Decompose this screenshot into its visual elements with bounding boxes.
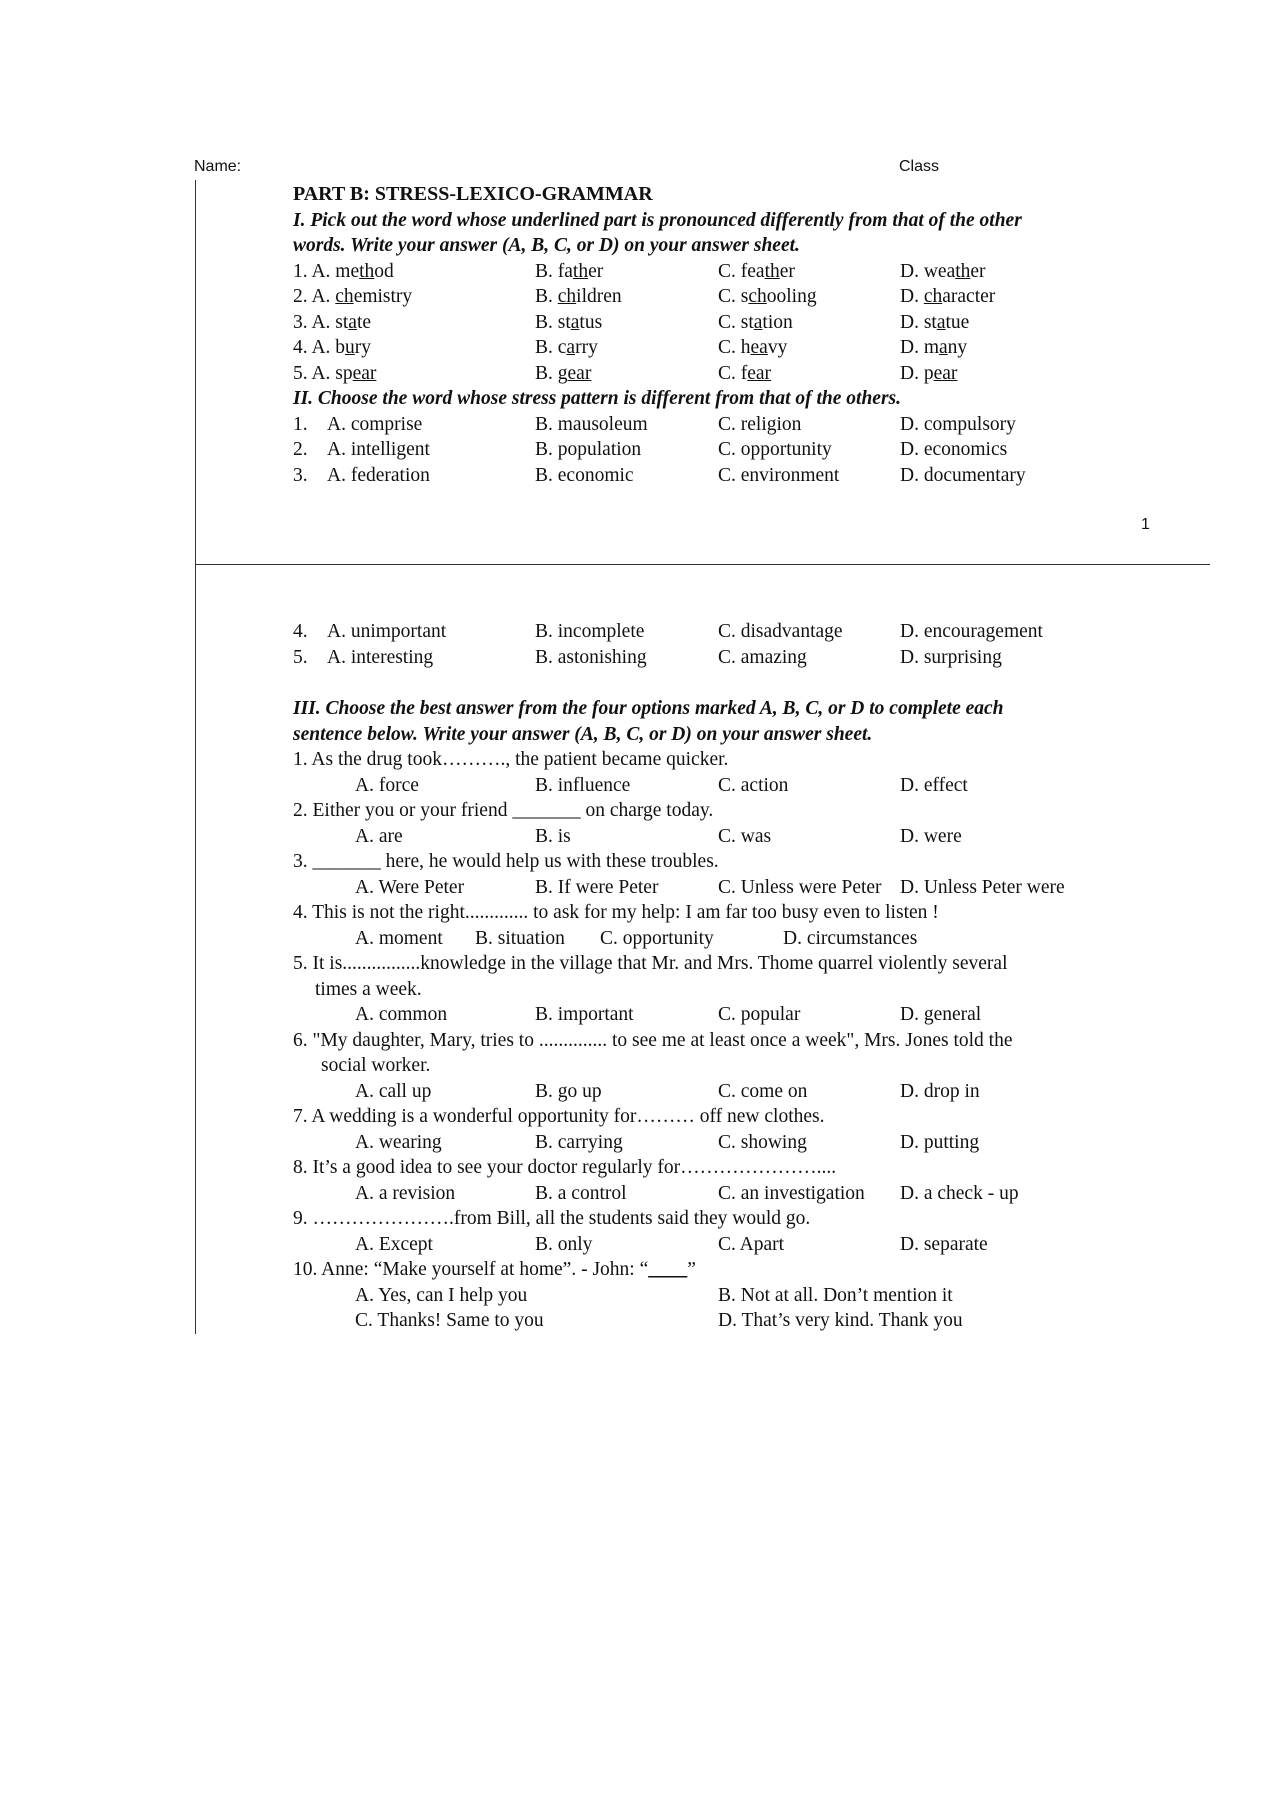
option-c: C. opportunity: [718, 439, 832, 460]
option-d: D. documentary: [900, 464, 1026, 486]
section2-instruction: II. Choose the word whose stress pattern is different from that of the others.: [293, 388, 902, 409]
question-text: 1. As the drug took………., the patient became quicker.: [293, 749, 729, 770]
answer-options: [293, 1130, 1153, 1156]
option-c: C. showing: [718, 1131, 807, 1153]
option-d: D. circumstances: [783, 927, 918, 949]
question-number: 5.: [293, 646, 308, 668]
option-c: C. amazing: [718, 646, 807, 668]
option-d: D. That’s very kind. Thank you: [718, 1310, 963, 1331]
option-b: B. mausoleum: [535, 413, 648, 435]
section2-questions-page2: [293, 619, 1153, 670]
option-b: B. children: [535, 286, 622, 307]
option-b: B. astonishing: [535, 646, 647, 668]
answer-options: [293, 1232, 1153, 1258]
option-d: D. Unless Peter were: [900, 876, 1065, 898]
page-number: 1: [1141, 516, 1150, 533]
question-number: 1.: [293, 413, 308, 435]
option-b: B. influence: [535, 774, 631, 796]
answer-options: [293, 824, 1153, 850]
option-d: D. character: [900, 286, 996, 307]
option-a: 5. A. spear: [293, 362, 377, 384]
option-a: A. common: [355, 1004, 448, 1025]
option-b: B. carrying: [535, 1131, 623, 1153]
option-b: B. If were Peter: [535, 876, 659, 898]
question-text-cont: social worker.: [321, 1055, 431, 1076]
option-a: A. a revision: [355, 1182, 456, 1204]
question-number: 3.: [293, 464, 308, 486]
pronunciation-question: [293, 259, 1153, 285]
option-a: A. Yes, can I help you: [355, 1284, 528, 1306]
option-a: A. comprise: [327, 413, 423, 435]
option-d: D. general: [900, 1004, 982, 1025]
option-b: B. gear: [535, 362, 592, 384]
option-c: C. heavy: [718, 337, 788, 358]
section1-instruction-1: I. Pick out the word whose underlined part is pronounced differently from that of the other: [293, 209, 1022, 231]
option-a: 4. A. bury: [293, 337, 372, 358]
question-text: 4. This is not the right............. to ask for my help: I am far too busy even to listen !: [293, 902, 939, 923]
option-c: C. Apart: [718, 1233, 785, 1255]
option-c: C. environment: [718, 464, 840, 486]
stress-question: [293, 619, 1153, 645]
option-c: C. disadvantage: [718, 621, 843, 642]
answer-options: [293, 1308, 1153, 1334]
option-d: D. separate: [900, 1233, 988, 1255]
option-c: C. come on: [718, 1080, 808, 1102]
option-b: B. status: [535, 311, 603, 333]
option-d: D. encouragement: [900, 621, 1043, 642]
section1-questions: [293, 259, 1153, 387]
stress-question: [293, 463, 1153, 489]
question-text: 3. _______ here, he would help us with these troubles.: [293, 851, 719, 872]
question-text: 7. A wedding is a wonderful opportunity for……… off new clothes.: [293, 1106, 825, 1127]
stress-question: [293, 645, 1153, 671]
option-a: 2. A. chemistry: [293, 286, 413, 307]
option-d: D. effect: [900, 774, 968, 796]
answer-options: [293, 875, 1153, 901]
option-b: B. incomplete: [535, 621, 645, 642]
option-a: A. interesting: [327, 646, 434, 668]
pronunciation-question: [293, 361, 1153, 387]
question-number: 2.: [293, 439, 308, 460]
page2-content: [293, 619, 1153, 1334]
option-c: C. opportunity: [600, 927, 714, 949]
pronunciation-question: [293, 310, 1153, 336]
option-c: C. religion: [718, 413, 802, 435]
option-d: D. a check - up: [900, 1182, 1019, 1204]
stress-question: [293, 437, 1153, 463]
option-a: 3. A. state: [293, 311, 372, 333]
option-d: D. pear: [900, 362, 958, 384]
option-a: A. Were Peter: [355, 876, 465, 898]
question-text: 9. ………………….from Bill, all the students said they would go.: [293, 1208, 811, 1229]
section3-instruction-1: III. Choose the best answer from the four options marked A, B, C, or D to complete each: [293, 698, 1004, 719]
pronunciation-question: [293, 284, 1153, 310]
option-d: D. economics: [900, 439, 1008, 460]
option-c: C. feather: [718, 260, 795, 282]
option-b: B. Not at all. Don’t mention it: [718, 1284, 953, 1306]
option-a: A. call up: [355, 1080, 432, 1102]
option-c: C. an investigation: [718, 1182, 865, 1204]
page-break-rule: [195, 564, 1210, 565]
option-a: A. unimportant: [327, 621, 447, 642]
section1-instruction-2: words. Write your answer (A, B, C, or D) on your answer sheet.: [293, 235, 800, 256]
option-a: A. intelligent: [327, 439, 430, 460]
pronunciation-question: [293, 335, 1153, 361]
option-c: C. Unless were Peter: [718, 876, 882, 898]
class-label: Class: [899, 158, 940, 175]
answer-options: [293, 1283, 1153, 1309]
left-margin-rule-page1: [195, 180, 196, 564]
option-b: B. economic: [535, 464, 634, 486]
option-a: A. moment: [355, 927, 443, 949]
option-b: B. important: [535, 1004, 634, 1025]
option-d: D. many: [900, 337, 968, 358]
part-title: PART B: STRESS-LEXICO-GRAMMAR: [293, 183, 653, 205]
name-label: Name:: [194, 158, 242, 175]
option-c: C. action: [718, 774, 789, 796]
option-c: C. fear: [718, 362, 772, 384]
option-b: B. a control: [535, 1182, 627, 1204]
answer-options: [293, 1002, 1153, 1028]
question-text: 6. "My daughter, Mary, tries to .............. to see me at least once a week", Mrs. Jones told the: [293, 1029, 1013, 1051]
option-b: B. go up: [535, 1080, 602, 1102]
question-text: 10. Anne: “Make yourself at home”. - John: “____”: [293, 1259, 696, 1280]
question-text: 8. It’s a good idea to see your doctor regularly for…………………....: [293, 1157, 837, 1178]
option-c: C. was: [718, 825, 772, 847]
question-text: 2. Either you or your friend _______ on charge today.: [293, 800, 714, 821]
option-b: B. only: [535, 1233, 593, 1255]
left-margin-rule-page2: [195, 564, 196, 1334]
option-a: A. wearing: [355, 1131, 442, 1153]
answer-options: [293, 926, 1153, 952]
option-d: D. were: [900, 825, 962, 847]
option-a: A. force: [355, 774, 419, 796]
option-b: B. situation: [475, 927, 565, 949]
option-b: B. is: [535, 825, 571, 847]
question-text-cont: times a week.: [315, 978, 422, 1000]
option-c: C. Thanks! Same to you: [355, 1310, 544, 1331]
option-a: A. Except: [355, 1233, 433, 1255]
section3-instruction-2: sentence below. Write your answer (A, B, C, or D) on your answer sheet.: [293, 723, 873, 745]
option-b: B. father: [535, 260, 604, 282]
option-d: D. drop in: [900, 1080, 980, 1102]
option-d: D. putting: [900, 1131, 980, 1153]
option-a: 1. A. method: [293, 260, 394, 282]
answer-blank: ____: [648, 1259, 688, 1280]
answer-options: [293, 773, 1153, 799]
option-b: B. population: [535, 439, 642, 460]
section2-questions-page1: [293, 412, 1153, 489]
option-d: D. compulsory: [900, 413, 1016, 435]
question-number: 4.: [293, 621, 308, 642]
option-a: A. federation: [327, 464, 430, 486]
option-a: A. are: [355, 825, 403, 847]
option-d: D. statue: [900, 311, 970, 333]
option-c: C. schooling: [718, 286, 817, 307]
answer-options: [293, 1079, 1153, 1105]
stress-question: [293, 412, 1153, 438]
option-b: B. carry: [535, 337, 598, 358]
option-d: D. weather: [900, 260, 986, 282]
question-text: 5. It is................knowledge in the village that Mr. and Mrs. Thome quarrel violently several: [293, 953, 1008, 974]
option-d: D. surprising: [900, 646, 1002, 668]
answer-options: [293, 1181, 1153, 1207]
option-c: C. station: [718, 311, 793, 333]
option-c: C. popular: [718, 1004, 801, 1025]
page1-content: [293, 182, 1153, 488]
